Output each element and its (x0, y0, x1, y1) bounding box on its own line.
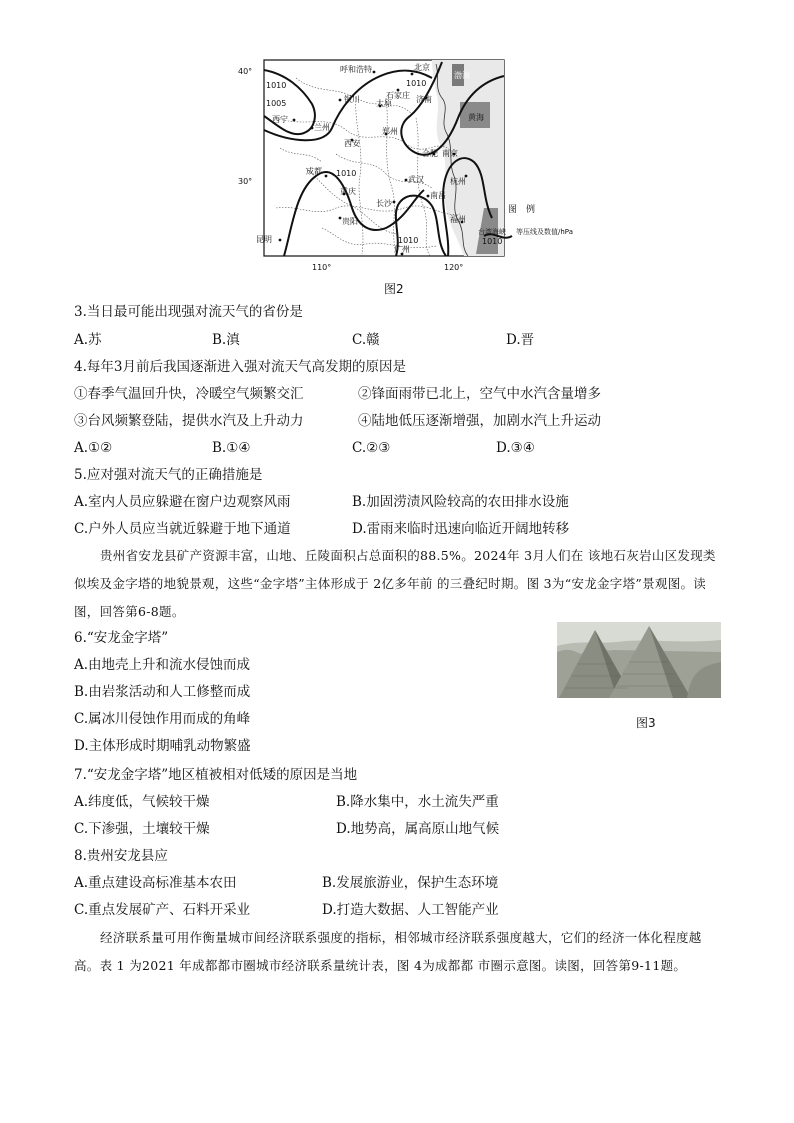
svg-text:福州: 福州 (450, 215, 466, 224)
sea-label: 渤海 (454, 71, 470, 80)
sea-label: 台湾海峡 (478, 228, 506, 236)
q4-option-d: D.③④ (496, 440, 535, 456)
isobar-label: 1005 (266, 99, 287, 108)
q7-option-d: D.地势高，属高原山地气候 (336, 821, 500, 837)
lat-label: 30° (238, 177, 253, 186)
svg-text:重庆: 重庆 (340, 187, 356, 196)
svg-text:昆明: 昆明 (256, 235, 272, 244)
svg-text:贵阳: 贵阳 (342, 217, 358, 226)
svg-text:济南: 济南 (416, 95, 432, 104)
svg-text:南昌: 南昌 (430, 191, 446, 200)
lat-label: 40° (238, 67, 253, 76)
isobar-label: 1010 (336, 169, 357, 178)
q5-option-a: A.室内人员应躲避在窗户边观察风雨 (74, 494, 291, 510)
q6-option-a: A.由地壳上升和流水侵蚀而成 (74, 657, 251, 673)
q7-option-b: B.降水集中，水土流失严重 (336, 794, 499, 810)
legend-text: 等压线及数值/hPa (516, 228, 573, 236)
q3-option-d: D.晋 (506, 332, 535, 348)
q4-item-3: ③台风频繁登陆，提供水汽及上升动力 (74, 413, 304, 429)
isobar-map (236, 58, 573, 278)
svg-text:呼和浩特: 呼和浩特 (340, 65, 372, 74)
q3-option-c: C.赣 (352, 332, 380, 348)
q8-option-b: B.发展旅游业，保护生态环境 (322, 875, 499, 891)
svg-text:兰州: 兰州 (314, 123, 330, 132)
passage-chengdu: 经济联系量可用作衡量城市间经济联系强度的指标，相邻城市经济联系强度越大，它们的经济一体化程度越高。表 1 为2021 年成都都市圈城市经济联系量统计表，图 4为成都都 市圈示意图。读图，回答第9-11题。 (74, 930, 702, 973)
pyramid-landscape-image (557, 622, 721, 698)
q4-option-b: B.①④ (212, 440, 251, 456)
q6-option-b: B.由岩浆活动和人工修整而成 (74, 684, 251, 700)
legend-title: 图 例 (508, 205, 536, 215)
passage-anlong: 贵州省安龙县矿产资源丰富，山地、丘陵面积占总面积的88.5%。2024年 3月人们在 该地石灰岩山区发现类似埃及金字塔的地貌景观，这些“金字塔”主体形成于 2亿多年前 的三叠纪时期。图 3为“安龙金字塔”景观图。读图，回答第6-8题。 (74, 548, 716, 619)
svg-text:西宁: 西宁 (272, 115, 288, 124)
q4-item-1: ①春季气温回升快，冷暖空气频繁交汇 (74, 386, 304, 402)
q5-option-c: C.户外人员应当就近躲避于地下通道 (74, 521, 291, 537)
q6-option-c: C.属冰川侵蚀作用而成的角峰 (74, 711, 251, 727)
q4-item-4: ④陆地低压逐渐增强，加剧水汽上升运动 (358, 413, 601, 429)
svg-text:郑州: 郑州 (382, 127, 398, 136)
isobar-label: 1010 (406, 79, 427, 88)
svg-text:成都: 成都 (306, 167, 322, 176)
q4-option-a: A.①② (74, 440, 113, 456)
q7-option-a: A.纬度低，气候较干燥 (74, 794, 210, 810)
svg-text:银川: 银川 (344, 95, 360, 104)
q3-option-b: B.滇 (212, 332, 240, 348)
q8-option-c: C.重点发展矿产、石料开采业 (74, 902, 251, 918)
q8-stem: 8.贵州安龙县应 (74, 848, 168, 864)
svg-text:武汉: 武汉 (408, 175, 424, 184)
q8-option-d: D.打造大数据、人工智能产业 (322, 902, 499, 918)
lon-label: 110° (312, 263, 332, 272)
svg-text:合肥: 合肥 (422, 149, 438, 158)
q5-stem: 5.应对强对流天气的正确措施是 (74, 467, 263, 483)
isobar-label: 1010 (398, 236, 419, 245)
legend-value: 1010 (482, 237, 503, 246)
svg-text:杭州: 杭州 (450, 177, 466, 186)
svg-text:广州: 广州 (394, 245, 410, 254)
figure-2-caption: 图2 (384, 282, 404, 296)
q6-stem: 6.“安龙金字塔” (74, 630, 169, 646)
figure-2-map (236, 58, 573, 278)
q5-option-b: B.加固涝渍风险较高的农田排水设施 (352, 494, 569, 510)
q3-option-a: A.苏 (74, 332, 102, 348)
q4-option-c: C.②③ (352, 440, 391, 456)
svg-text:太原: 太原 (376, 99, 392, 108)
q7-option-c: C.下渗强，土壤较干燥 (74, 821, 210, 837)
q4-stem: 4.每年3月前后我国逐渐进入强对流天气高发期的原因是 (74, 359, 406, 375)
lon-label: 120° (444, 263, 464, 272)
q4-item-2: ②锋面雨带已北上，空气中水汽含量增多 (358, 386, 601, 402)
q3-stem: 3.当日最可能出现强对流天气的省份是 (74, 304, 303, 320)
svg-text:石家庄: 石家庄 (386, 91, 410, 100)
isobar-label: 1010 (266, 81, 287, 90)
svg-text:长沙: 长沙 (376, 199, 392, 208)
q5-option-d: D.雷雨来临时迅速向临近开阔地转移 (352, 521, 570, 537)
svg-text:南京: 南京 (442, 149, 458, 158)
svg-text:北京: 北京 (414, 63, 430, 72)
figure-3-caption: 图3 (636, 716, 656, 730)
q8-option-a: A.重点建设高标准基本农田 (74, 875, 237, 891)
sea-label: 黄海 (468, 113, 484, 122)
q6-option-d: D.主体形成时期哺乳动物繁盛 (74, 738, 251, 754)
figure-3-photo (557, 622, 721, 698)
svg-text:西安: 西安 (344, 139, 360, 148)
q7-stem: 7.“安龙金字塔”地区植被相对低矮的原因是当地 (74, 767, 358, 783)
